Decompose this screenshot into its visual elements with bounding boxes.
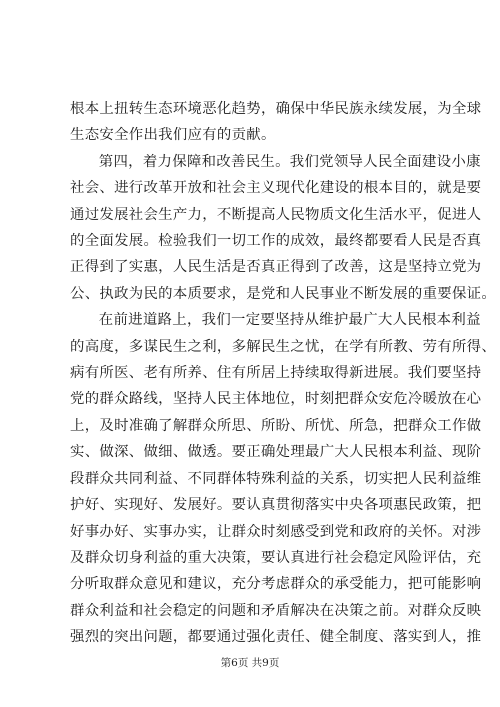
text-line: 上，及时准确了解群众所思、所盼、所忧、所急，把群众工作做 — [70, 417, 482, 434]
text-line: 实、做深、做细、做透。要正确处理最广大人民根本利益、现阶 — [70, 444, 482, 461]
text-line: 分听取群众意见和建议，充分考虑群众的承受能力，把可能影响 — [70, 576, 482, 593]
text-line: 第四，着力保障和改善民生。我们党领导人民全面建设小康 — [98, 153, 481, 170]
text-line: 的高度，多谋民生之利，多解民生之忧，在学有所教、劳有所得、 — [70, 338, 497, 355]
paragraph — [70, 96, 482, 149]
document-body — [70, 96, 497, 651]
text-line: 及群众切身利益的重大决策，要认真进行社会稳定风险评估，充 — [70, 549, 482, 566]
text-line: 病有所医、老有所养、住有所居上持续取得新进展。我们要坚持 — [70, 365, 482, 382]
text-line: 通过发展社会生产力，不断提高人民物质文化生活水平，促进人 — [70, 206, 482, 223]
text-line: 社会、进行改革开放和社会主义现代化建设的根本目的，就是要 — [70, 180, 482, 197]
text-line: 的全面发展。检验我们一切工作的成效，最终都要看人民是否真 — [70, 233, 482, 250]
text-line: 根本上扭转生态环境恶化趋势，确保中华民族永续发展，为全球 — [70, 101, 482, 117]
text-line: 在前进道路上，我们一定要坚持从维护最广大人民根本利益 — [98, 312, 481, 329]
paragraph — [70, 307, 497, 650]
text-line: 正得到了实惠，人民生活是否真正得到了改善，这是坚持立党为 — [70, 259, 482, 276]
text-line: 公、执政为民的本质要求，是党和人民事业不断发展的重要保证。 — [70, 285, 497, 302]
text-line: 生态安全作出我们应有的贡献。 — [70, 127, 276, 144]
page-footer: 第6页 共9页 — [220, 657, 280, 669]
text-line: 段群众共同利益、不同群体特殊利益的关系，切实把人民利益维 — [70, 470, 482, 487]
text-line: 党的群众路线，坚持人民主体地位，时刻把群众安危冷暖放在心 — [70, 391, 482, 408]
paragraph — [70, 149, 497, 307]
text-line: 好事办好、实事办实，让群众时刻感受到党和政府的关怀。对涉 — [70, 523, 482, 540]
text-line: 护好、实现好、发展好。要认真贯彻落实中央各项惠民政策，把 — [70, 497, 482, 514]
text-line: 强烈的突出问题，都要通过强化责任、健全制度、落实到人，推 — [70, 629, 482, 646]
text-line: 群众利益和社会稳定的问题和矛盾解决在决策之前。对群众反映 — [70, 602, 482, 619]
